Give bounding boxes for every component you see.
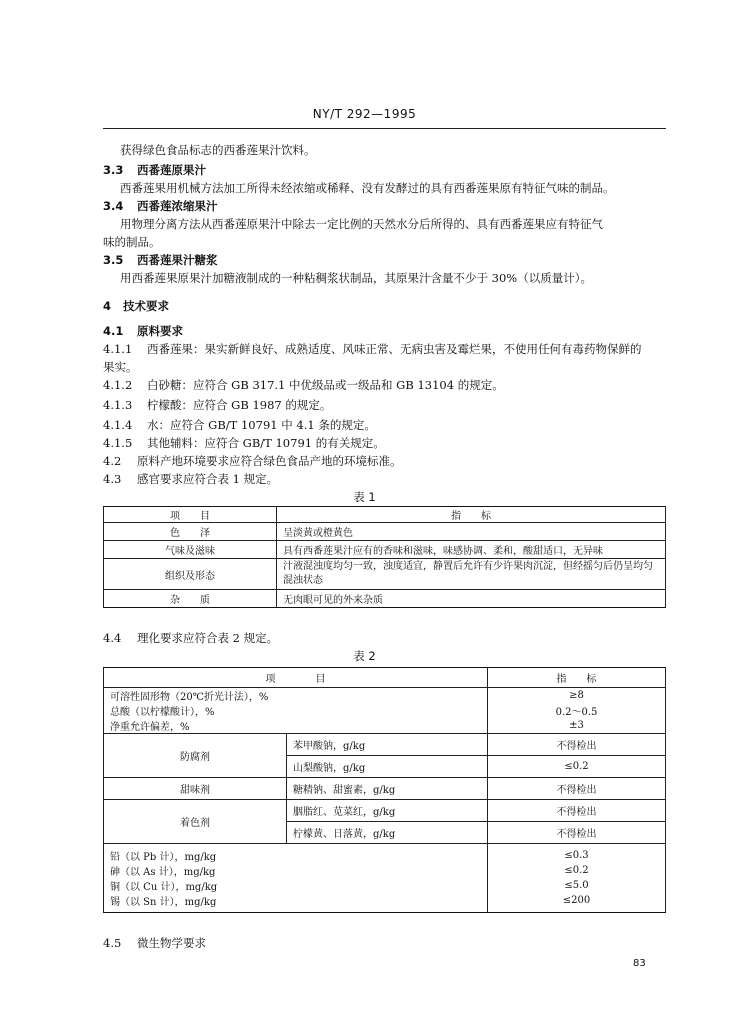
clause-text: 白砂糖：应符合 GB 317.1 中优级品或一级品和 GB 13104 的规定。 — [147, 378, 504, 392]
clause-text: 西番莲果：果实新鲜良好、成熟适度、风味正常、无病虫害及霉烂果，不使用任何有毒药物保鲜的 — [147, 342, 642, 356]
section-number: 3.3 — [103, 163, 124, 177]
cell-value: ≤200 — [488, 893, 666, 913]
cell-item: 可溶性固形物（20℃折光计法），% — [104, 688, 488, 704]
table-row — [104, 559, 666, 590]
table-2-caption: 表 2 — [353, 649, 376, 663]
clause-4-2 — [103, 454, 402, 468]
table-row — [104, 844, 666, 864]
cell-item: 铅（以 Pb 计），mg/kg — [104, 844, 488, 864]
cell-value: 0.2～0.5 — [488, 703, 666, 718]
cell-item: 组织及形态 — [104, 559, 277, 590]
header-cell-value: 指 标 — [277, 507, 666, 523]
table-row — [104, 778, 666, 800]
section-title: 原料要求 — [137, 324, 183, 338]
intro-text: 获得绿色食品标志的西番莲果汁饮料。 — [120, 143, 316, 157]
table-row — [104, 590, 666, 608]
cell-value: ≤0.2 — [488, 863, 666, 878]
section-3-3-heading — [103, 163, 206, 177]
cell-item: 气味及滋味 — [104, 541, 277, 559]
clause-4-1-2 — [103, 378, 504, 392]
table-row — [104, 718, 666, 734]
section-title: 技术要求 — [123, 299, 169, 313]
cell-item: 铜（以 Cu 计），mg/kg — [104, 878, 488, 893]
table-header-row — [104, 668, 666, 688]
table-row — [104, 703, 666, 718]
clause-text: 微生物学要求 — [137, 936, 206, 950]
header-cell-value: 指 标 — [488, 668, 666, 688]
clause-4-1-1 — [103, 342, 642, 356]
clause-number: 4.5 — [103, 936, 122, 950]
cell-value: 呈淡黄或橙黄色 — [277, 523, 666, 541]
clause-4-3 — [103, 472, 278, 486]
table-row — [104, 893, 666, 913]
section-3-4-heading — [103, 199, 218, 213]
cell-value: ≤5.0 — [488, 878, 666, 893]
clause-number: 4.1.5 — [103, 436, 133, 450]
table-2 — [103, 667, 666, 913]
header-cell-item: 项 目 — [104, 668, 488, 688]
cell-value: 具有西番莲果汁应有的香味和滋味，味感协调、柔和，酸甜适口，无异味 — [277, 541, 666, 559]
table-1-caption: 表 1 — [353, 490, 376, 504]
table-row — [104, 523, 666, 541]
cell-value: ≤0.3 — [488, 844, 666, 864]
section-3-4-text-cont: 味的制品。 — [103, 235, 161, 249]
section-title: 西番莲果汁糖浆 — [137, 253, 218, 267]
clause-text: 理化要求应符合表 2 规定。 — [137, 631, 279, 645]
section-3-5-heading — [103, 253, 218, 267]
section-number: 4.1 — [103, 324, 124, 338]
clause-4-4 — [103, 631, 278, 645]
group-label-preservative: 防腐剂 — [104, 734, 287, 778]
cell-value: 无肉眼可见的外来杂质 — [277, 590, 666, 608]
clause-text: 柠檬酸：应符合 GB 1987 的规定。 — [147, 398, 332, 412]
table-row — [104, 688, 666, 704]
cell-item: 色 泽 — [104, 523, 277, 541]
section-number: 3.4 — [103, 199, 124, 213]
clause-number: 4.4 — [103, 631, 122, 645]
clause-text: 感官要求应符合表 1 规定。 — [137, 472, 279, 486]
section-3-3-text: 西番莲果用机械方法加工所得未经浓缩或稀释、没有发酵过的具有西番莲果原有特征气味的制品。 — [120, 181, 615, 195]
clause-number: 4.3 — [103, 472, 122, 486]
cell-value: 不得检出 — [488, 734, 666, 756]
cell-value: 不得检出 — [488, 778, 666, 800]
cell-item: 杂 质 — [104, 590, 277, 608]
group-label-colorant: 着色剂 — [104, 800, 287, 844]
clause-number: 4.2 — [103, 454, 122, 468]
cell-value: 不得检出 — [488, 822, 666, 844]
section-number: 4 — [103, 299, 112, 313]
table-header-row — [104, 507, 666, 523]
page-header: NY/T 292—1995 — [312, 107, 417, 121]
cell-value: 汁液混浊度均匀一致，浊度适宜，静置后允许有少许果肉沉淀，但经摇匀后仍呈均匀混浊状态 — [277, 559, 666, 590]
cell-item: 糖精钠、甜蜜素，g/kg — [287, 778, 488, 800]
group-label-sweetener: 甜味剂 — [104, 778, 287, 800]
header-rule — [103, 128, 666, 129]
section-4-heading — [103, 299, 169, 313]
table-row — [104, 863, 666, 878]
table-row — [104, 541, 666, 559]
section-3-5-text: 用西番莲果原果汁加糖液制成的一种粘稠浆状制品，其原果汁含量不少于 30%（以质量计）。 — [120, 271, 592, 285]
cell-item: 山梨酸钠，g/kg — [287, 756, 488, 778]
cell-value: ≤0.2 — [488, 756, 666, 778]
cell-value: ±3 — [488, 718, 666, 734]
cell-value: 不得检出 — [488, 800, 666, 822]
table-row — [104, 878, 666, 893]
clause-number: 4.1.1 — [103, 342, 133, 356]
clause-4-1-3 — [103, 398, 331, 412]
cell-item: 锡（以 Sn 计），mg/kg — [104, 893, 488, 913]
section-title: 西番莲原果汁 — [137, 163, 206, 177]
section-title: 西番莲浓缩果汁 — [137, 199, 218, 213]
clause-4-1-4 — [103, 418, 376, 432]
clause-number: 4.1.4 — [103, 418, 133, 432]
page-number: 83 — [633, 958, 646, 969]
cell-value: ≥8 — [488, 688, 666, 704]
table-row — [104, 734, 666, 756]
clause-4-1-1-cont: 果实。 — [103, 360, 138, 374]
clause-number: 4.1.2 — [103, 378, 133, 392]
table-1 — [103, 506, 666, 608]
clause-text: 原料产地环境要求应符合绿色食品产地的环境标准。 — [137, 454, 402, 468]
section-number: 3.5 — [103, 253, 124, 267]
clause-4-1-5 — [103, 436, 385, 450]
header-cell-item: 项 目 — [104, 507, 277, 523]
cell-item: 柠檬黄、日落黄，g/kg — [287, 822, 488, 844]
table-row — [104, 800, 666, 822]
cell-item: 胭脂红、苋菜红，g/kg — [287, 800, 488, 822]
clause-text: 水：应符合 GB/T 10791 中 4.1 条的规定。 — [147, 418, 376, 432]
cell-item: 净重允许偏差，% — [104, 718, 488, 734]
clause-text: 其他辅料：应符合 GB/T 10791 的有关规定。 — [147, 436, 385, 450]
cell-item: 总酸（以柠檬酸计），% — [104, 703, 488, 718]
cell-item: 苯甲酸钠，g/kg — [287, 734, 488, 756]
section-3-4-text: 用物理分离方法从西番莲原果汁中除去一定比例的天然水分后所得的、具有西番莲果应有特征气 — [120, 217, 603, 231]
clause-4-5 — [103, 936, 206, 950]
cell-item: 砷（以 As 计），mg/kg — [104, 863, 488, 878]
section-4-1-heading — [103, 324, 183, 338]
clause-number: 4.1.3 — [103, 398, 133, 412]
